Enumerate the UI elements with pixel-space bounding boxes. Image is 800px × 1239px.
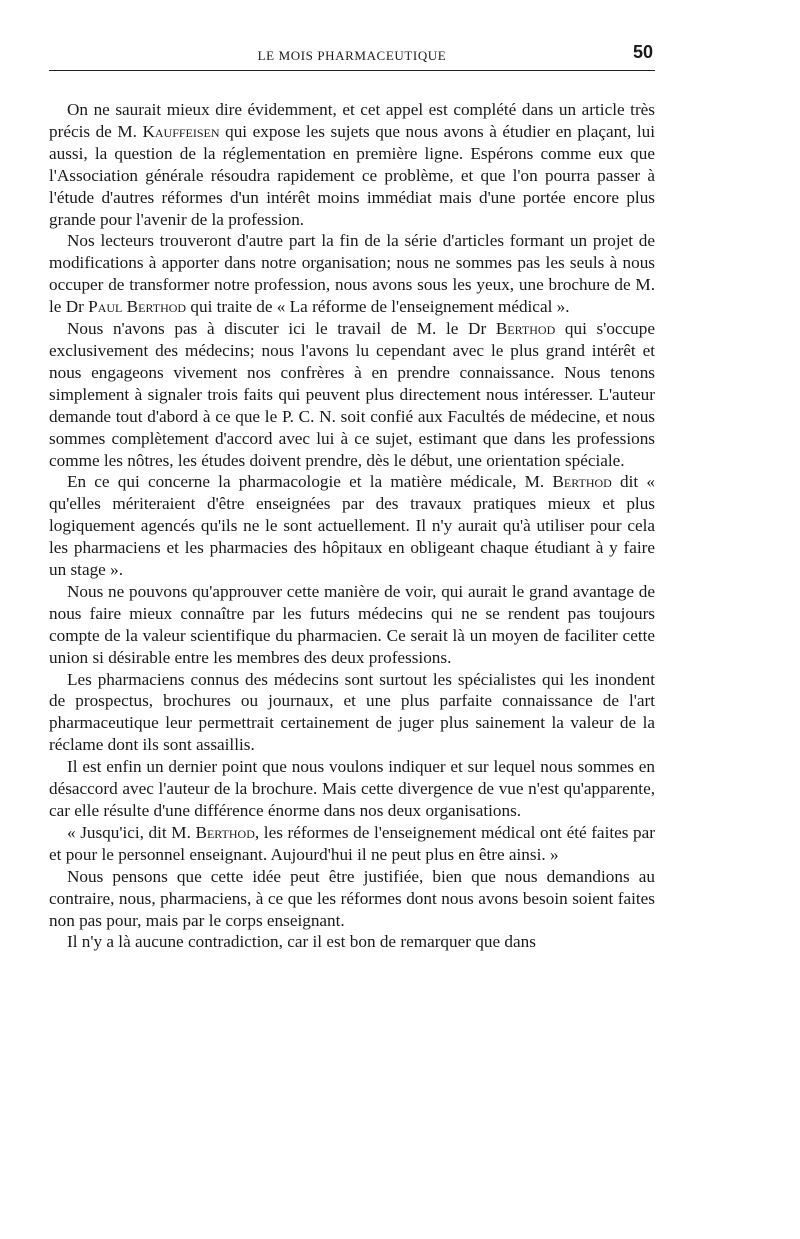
paragraph: Les pharmaciens connus des médecins sont surtout les spécialistes qui les inondent de prospectus, brochures ou journaux, et une plus parfaite connaissance de l'art pharmaceutique leur permettrait certainement de juger plus sainement la valeur de la réclame dont ils sont assaillis. [49,669,655,755]
author-name: Berthod [552,472,612,492]
paragraph: Nous n'avons pas à discuter ici le travail de M. le Dr Berthod qui s'occupe exclusivement des médecins; nous l'avons lu cependant avec le plus grand intérêt et nous engageons vivement nos confrères à en prendre connaissance. Nous tenons simplement à signaler trois faits qui peuvent plus directement nous intéresser. L'auteur demande tout d'abord à ce que le P. C. N. soit confié aux Facultés de médecine, et nous sommes complètement d'accord avec lui à ce sujet, estimant que dans les professions comme les nôtres, les études doivent prendre, dès le début, une orientation spéciale. [49,319,655,470]
paragraph: Nous pensons que cette idée peut être justifiée, bien que nous demandions au contraire, nous, pharmaciens, à ce que les réformes dont nous avons besoin soient faites non pas pour, mais par le corps enseignant. [49,866,655,930]
paragraph: Il n'y a là aucune contradiction, car il est bon de remarquer que dans [67,932,536,952]
header-rule [49,70,655,71]
body-text [49,99,655,953]
page-number: 50 [632,42,653,62]
author-name: Paul Berthod [88,297,187,317]
paragraph: En ce qui concerne la pharmacologie et la matière médicale, M. Berthod dit « qu'elles mériteraient d'être enseignées par des travaux pratiques mieux et plus logiquement agencés qu'ils ne le sont actuellement. Il n'y aurait qu'à utiliser pour cela les pharmaciens et les pharmacies des hôpitaux en obligeant chaque étudiant à y faire un stage ». [49,472,655,580]
author-name: Kauffeisen [142,121,220,141]
author-name: Berthod [495,319,556,339]
paragraph: « Jusqu'ici, dit M. Berthod, les réformes de l'enseignement médical ont été faites par et pour le personnel enseignant. Aujourd'hui il ne peut plus en être ainsi. » [49,822,655,864]
author-name: Berthod [195,822,255,842]
paragraph: Nous ne pouvons qu'approuver cette manière de voir, qui aurait le grand avantage de nous faire mieux connaître par les futurs médecins qui ne se rendent pas toujours compte de la valeur scientifique du pharmacien. Ce serait là un moyen de faciliter cette union si désirable entre les membres des deux professions. [49,581,655,667]
running-header [49,42,655,70]
running-title: LE MOIS PHARMACEUTIQUE [257,48,447,63]
paragraph: On ne saurait mieux dire évidemment, et cet appel est complété dans un article très précis de M. Kauffeisen qui expose les sujets que nous avons à étudier en plaçant, lui aussi, la question de la réglementation en première ligne. Espérons comme eux que l'Association générale résoudra rapidement ce problème, et que l'on pourra passer à l'étude d'autres réformes d'un intérêt moins immédiat mais d'une portée encore plus grande pour l'avenir de la profession. [49,100,656,229]
paragraph: Nos lecteurs trouveront d'autre part la fin de la série d'articles formant un projet de modifications à apporter dans notre organisation; nous ne sommes pas les seuls à nous occuper de transformer notre profession, nous avons sous les yeux, une brochure de M. le Dr Paul Berthod qui traite de « La réforme de l'enseignement médical ». [49,231,655,317]
document-page [49,42,655,953]
paragraph: Il est enfin un dernier point que nous voulons indiquer et sur lequel nous sommes en désaccord avec l'auteur de la brochure. Mais cette divergence de vue n'est qu'apparente, car elle résulte d'une différence énorme dans nos deux organisations. [49,757,655,820]
